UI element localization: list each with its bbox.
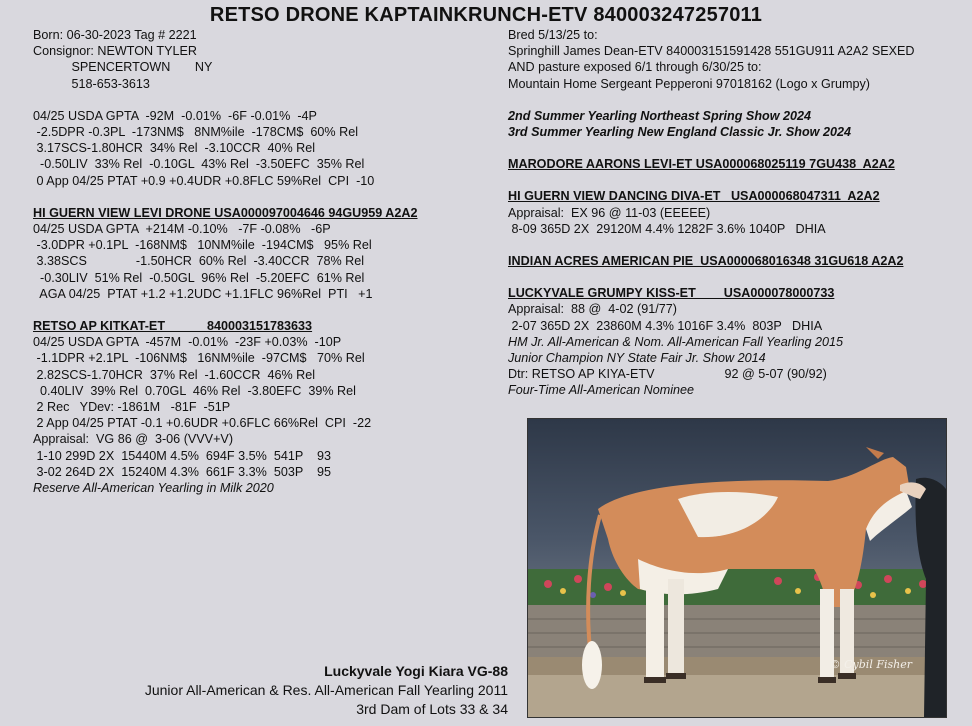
sire-line: 04/25 USDA GPTA +214M -0.10% -7F -0.08% -6P [33, 222, 331, 237]
bred-line: Bred 5/13/25 to: [508, 28, 598, 42]
dam-award: Reserve All-American Yearling in Milk 2020 [33, 481, 274, 496]
consignor-phone: 518-653-3613 [33, 76, 150, 91]
born-line: Born: 06-30-2023 Tag # 2221 [33, 28, 197, 42]
daughter-award: Four-Time All-American Nominee [508, 383, 695, 398]
sire-line: 3.38SCS -1.50HCR 60% Rel -3.40CCR 78% Rel [33, 254, 365, 269]
own-genomics-line: 04/25 USDA GPTA -92M -0.01% -6F -0.01% -4P [33, 108, 317, 123]
left-column [33, 27, 503, 496]
caption-name: Luckyvale Yogi Kiara VG-88 [324, 663, 508, 679]
photographer-signature: © Cybil Fisher [829, 658, 912, 671]
dam-line: 3-02 264D 2X 15240M 4.3% 661F 3.3% 503P 95 [33, 464, 332, 479]
great-granddam-award: Junior Champion NY State Fair Jr. Show 2014 [508, 351, 766, 366]
bred-line: AND pasture exposed 6/1 through 6/30/25 to: [508, 60, 762, 75]
own-genomics-line: -0.50LIV 33% Rel -0.10GL 43% Rel -3.50EFC 35% Rel [33, 157, 365, 172]
dam-line: -1.1DPR +2.1PL -106NM$ 16NM%ile -97CM$ 70% Rel [33, 351, 365, 366]
photo-caption [145, 662, 508, 719]
caption-award: Junior All-American & Res. All-American Fall Yearling 2011 [144, 682, 508, 698]
show-result: 3rd Summer Yearling New England Classic Jr. Show 2024 [508, 125, 851, 140]
dam-line: Appraisal: VG 86 @ 3-06 (VVV+V) [33, 432, 234, 447]
bred-line: Springhill James Dean-ETV 840003151591428 551GU911 A2A2 SEXED [508, 44, 915, 59]
own-genomics-line: 0 App 04/25 PTAT +0.9 +0.4UDR +0.8FLC 59%Rel CPI -10 [33, 173, 375, 188]
own-genomics-line: -2.5DPR -0.3PL -173NM$ 8NM%ile -178CM$ 60% Rel [33, 125, 358, 140]
cow-photo [527, 418, 947, 718]
ggs-name: INDIAN ACRES AMERICAN PIE USA000068016348 31GU618 A2A2 [508, 254, 904, 269]
consignor-address: SPENCERTOWN NY [33, 60, 213, 75]
own-genomics-line: 3.17SCS-1.80HCR 34% Rel -3.10CCR 40% Rel [33, 141, 316, 156]
consignor-line: Consignor: NEWTON TYLER [33, 44, 198, 59]
mgs-name: MARODORE AARONS LEVI-ET USA000068025119 7GU438 A2A2 [508, 157, 895, 172]
bred-line: Mountain Home Sergeant Pepperoni 97018162 (Logo x Grumpy) [508, 76, 870, 91]
dam-line: 1-10 299D 2X 15440M 4.5% 694F 3.5% 541P 93 [33, 448, 332, 463]
sire-name: HI GUERN VIEW LEVI DRONE USA000097004646 94GU959 A2A2 [33, 205, 418, 220]
granddam-line: Appraisal: EX 96 @ 11-03 (EEEEE) [508, 205, 711, 220]
dam-line: 2 App 04/25 PTAT -0.1 +0.6UDR +0.6FLC 66%Rel CPI -22 [33, 416, 372, 431]
show-result: 2nd Summer Yearling Northeast Spring Show 2024 [508, 108, 812, 123]
dam-name: RETSO AP KITKAT-ET 840003151783633 [33, 319, 313, 334]
great-granddam-award: HM Jr. All-American & Nom. All-American Fall Yearling 2015 [508, 334, 844, 349]
dam-line: 2 Rec YDev: -1861M -81F -51P [33, 400, 231, 415]
dam-line: 0.40LIV 39% Rel 0.70GL 46% Rel -3.80EFC 39% Rel [33, 383, 356, 398]
great-granddam-line: Appraisal: 88 @ 4-02 (91/77) [508, 302, 677, 317]
dam-line: 04/25 USDA GPTA -457M -0.01% -23F +0.03% -10P [33, 335, 342, 350]
great-granddam-name: LUCKYVALE GRUMPY KISS-ET USA000078000733 [508, 286, 835, 301]
right-column [508, 27, 968, 399]
great-granddam-line: 2-07 365D 2X 23860M 4.3% 1016F 3.4% 803P DHIA [508, 318, 823, 333]
page-title: RETSO DRONE KAPTAINKRUNCH-ETV 840003247257011 [209, 4, 763, 26]
granddam-line: 8-09 365D 2X 29120M 4.4% 1282F 3.6% 1040P DHIA [508, 221, 826, 236]
daughter-line: Dtr: RETSO AP KIYA-ETV 92 @ 5-07 (90/92) [508, 367, 827, 382]
sire-line: AGA 04/25 PTAT +1.2 +1.2UDC +1.1FLC 96%Rel PTI +1 [33, 286, 373, 301]
dam-line: 2.82SCS-1.70HCR 37% Rel -1.60CCR 46% Rel [33, 367, 316, 382]
granddam-name: HI GUERN VIEW DANCING DIVA-ET USA000068047311 A2A2 [508, 189, 880, 204]
sire-line: -3.0DPR +0.1PL -168NM$ 10NM%ile -194CM$ 95% Rel [33, 238, 372, 253]
caption-note: 3rd Dam of Lots 33 & 34 [356, 701, 508, 717]
sire-line: -0.30LIV 51% Rel -0.50GL 96% Rel -5.20EFC 61% Rel [33, 270, 365, 285]
